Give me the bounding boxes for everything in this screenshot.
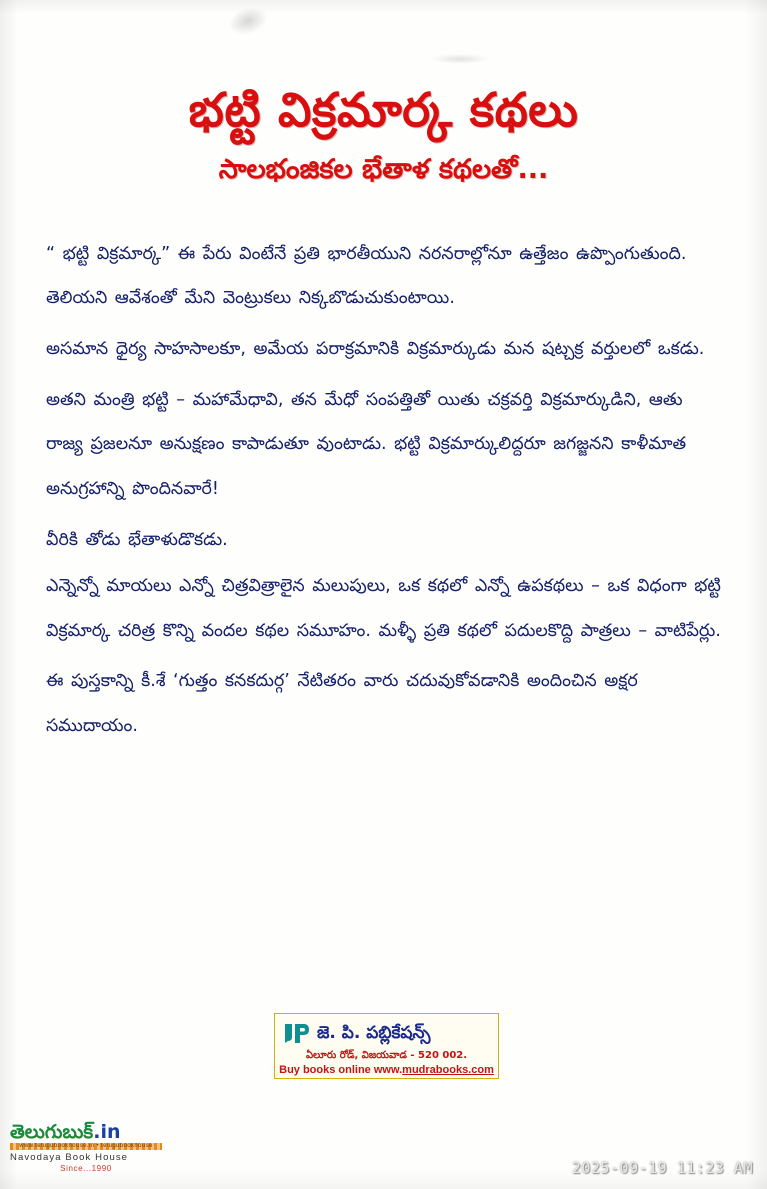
blurb-paragraph: అసమాన ధైర్య సాహసాలకూ, అమేయ పరాక్రమానికి విక్రమార్కుడు మన షట్చక్ర వర్తులలో ఒకడు. — [46, 339, 705, 360]
blurb-paragraph: వీరికి తోడు భేతాళుడొకడు. — [46, 529, 228, 550]
book-subtitle: సాలభంజికల భేతాళ కథలతో... — [218, 153, 549, 185]
buy-online-prefix: Buy books online www. — [279, 1064, 403, 1076]
capture-timestamp: 2025-09-19 11:23 AM — [571, 1159, 753, 1177]
blurb-paragraph: ఎన్నెన్నో మాయలు ఎన్నో చిత్రవిత్రాలైన మలుపులు, ఒక కథలో ఎన్నో ఉపకథలు – ఒక విధంగా భట్టి విక్రమార్క చరిత్ర కొన్ని వందల కథల సమూహం. మళ్ళీ ప్రతి కథలో పదులకొద్ది పాత్రలు – వాటిపేర్లు. — [46, 576, 721, 641]
publisher-name: జె. పి. పబ్లికేషన్స్ — [317, 1022, 431, 1043]
jp-publications-logo-icon — [281, 1019, 311, 1047]
telugubook-logo — [10, 1123, 170, 1142]
book-title: భట్టి విక్రమార్క కథలు — [188, 83, 579, 138]
publisher-name-row — [275, 1014, 498, 1047]
telugubook-brand-te: తెలుగుబుక్ — [10, 1121, 94, 1143]
blurb-paragraph: ఈ పుస్తకాన్ని కీ.శే ‘గుత్తం కనకదుర్గ’ నేటితరం వారు చదువుకోవడానికి అందించిన అక్షర సముదాయం. — [46, 671, 638, 737]
title-block — [0, 0, 767, 192]
publisher-address: ఏలూరు రోడ్, విజయవాడ - 520 002. — [305, 1050, 468, 1061]
telugubook-watermark — [10, 1123, 170, 1173]
telugubook-brand-in: .in — [93, 1121, 121, 1143]
bookstore-name: Navodaya Book House — [10, 1152, 129, 1163]
buy-online-url[interactable]: mudrabooks.com — [402, 1064, 494, 1076]
publisher-buy-online — [275, 1064, 498, 1076]
blurb-text — [46, 232, 721, 749]
publisher-stamp — [274, 1013, 499, 1079]
blurb-paragraph: అతని మంత్రి భట్టి – మహామేధావి, తన మేధో సంపత్తితో యితు చక్రవర్తి విక్రమార్కుడిని, ఆతు రాజ్య ప్రజలనూ అనుక్షణం కాపాడుతూ వుంటాడు. భట్టి విక్రమార్కులిద్దరూ జగజ్జనని కాళీమాత అనుగ్రహాన్ని పొందినవారే! — [46, 389, 687, 499]
bookstore-since: Since...1990 — [60, 1164, 112, 1173]
telugubook-url-bar: www.telugubookhouse.in • telugubookhouse — [10, 1143, 162, 1150]
blurb-paragraph: “ భట్టి విక్రమార్క” ఈ పేరు వింటేనే ప్రతి భారతీయుని నరనరాల్లోనూ ఉత్తేజం ఉప్పొంగుతుంది. తెలియని ఆవేశంతో మేని వెంట్రుకలు నిక్కబొడుచుకుంటాయి. — [46, 243, 687, 309]
